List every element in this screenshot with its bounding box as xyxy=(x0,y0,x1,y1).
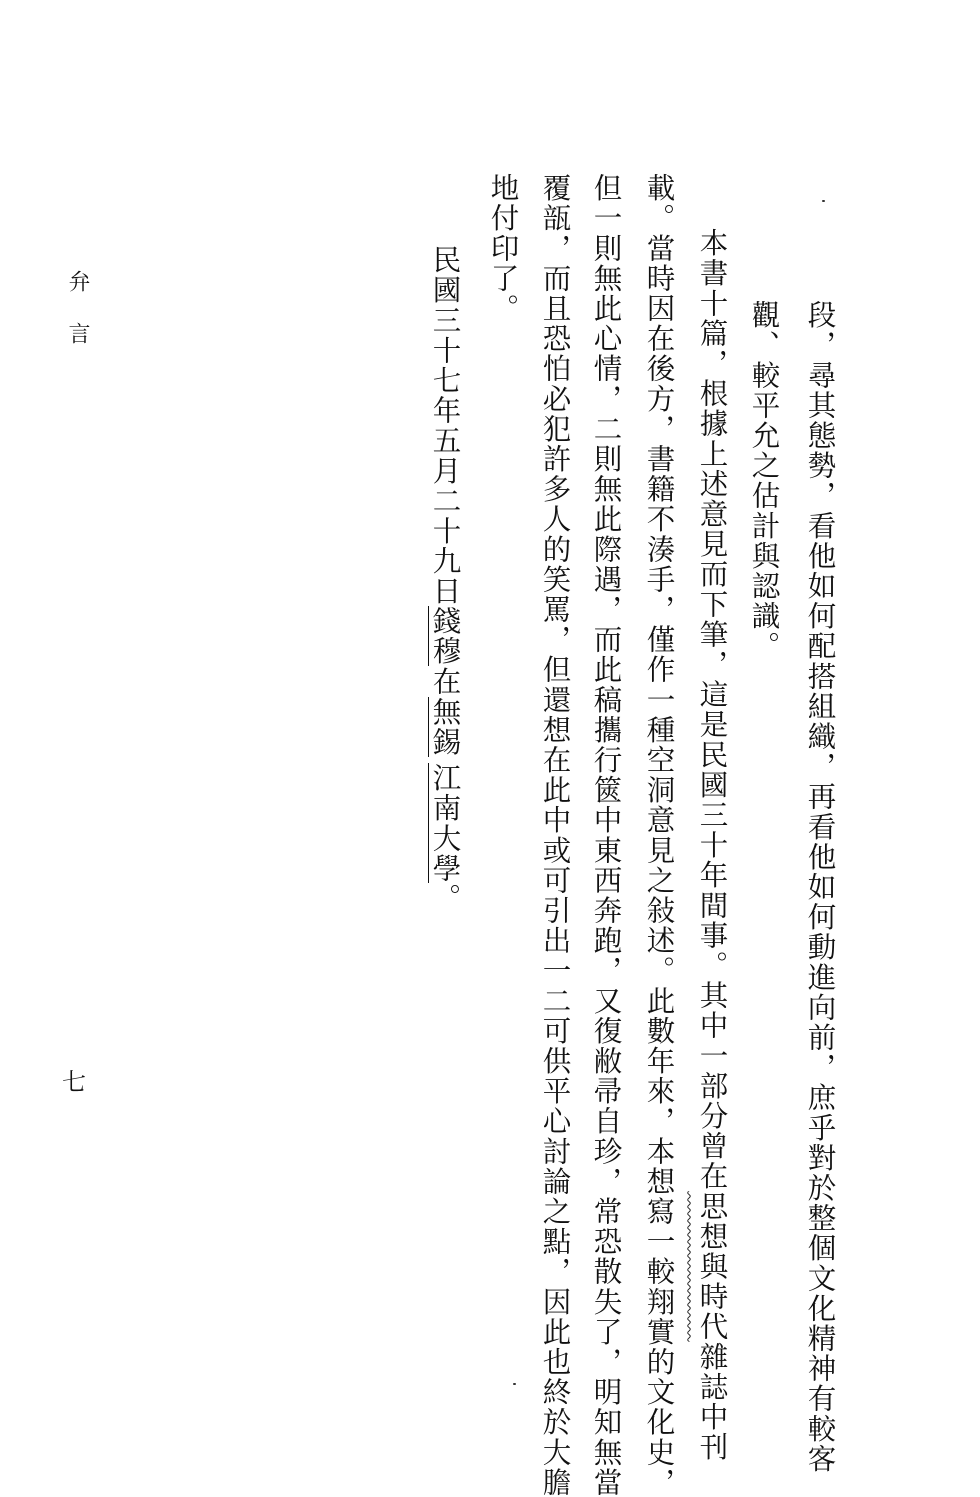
running-head: 弁言 xyxy=(65,270,90,374)
book-title-mark: 思想與時代 xyxy=(695,1191,729,1342)
text-line-4: 載。當時因在後方，書籍不湊手，僅作一種空洞意見之敍述。此數年來，本想寫一較翔實的文化史， xyxy=(642,173,676,1497)
text-line-2: 觀、較平允之估計與認識。 xyxy=(747,300,781,662)
text-line-3-part-a: 本書十篇，根據上述意見而下筆，這是民國三十年間事。其中一部分曾在 xyxy=(695,228,729,1192)
text-line-3 xyxy=(695,228,729,1463)
text-line-6: 覆瓿，而且恐怕必犯許多人的笑罵，但還想在此中或可引出一二可供平心討論之點，因此也終於大膽 xyxy=(538,173,572,1497)
paper-speck xyxy=(513,1383,516,1385)
page-number: 七 xyxy=(62,1068,86,1096)
text-line-3-part-c: 雜誌中刊 xyxy=(695,1341,729,1463)
text-line-5: 但一則無此心情，二則無此際遇，而此稿攜行篋中東西奔跑，又復敝帚自珍，常恐散失了，明知無當 xyxy=(589,173,623,1497)
signature-line xyxy=(428,245,462,914)
signature-connector: 在 xyxy=(428,666,462,697)
place-name-university: 江南大學 xyxy=(428,762,462,884)
place-name-wuxi: 無錫 xyxy=(428,696,462,757)
signature-date: 民國三十七年五月二十九日 xyxy=(428,245,462,607)
signature-end-mark: 。 xyxy=(428,883,462,914)
author-name: 錢穆 xyxy=(428,606,462,667)
text-line-1: 段，尋其態勢，看他如何配搭組織，再看他如何動進向前，庶乎對於整個文化精神有較客 xyxy=(803,300,837,1474)
paper-speck xyxy=(822,200,825,202)
text-line-7: 地付印了。 xyxy=(486,173,520,324)
